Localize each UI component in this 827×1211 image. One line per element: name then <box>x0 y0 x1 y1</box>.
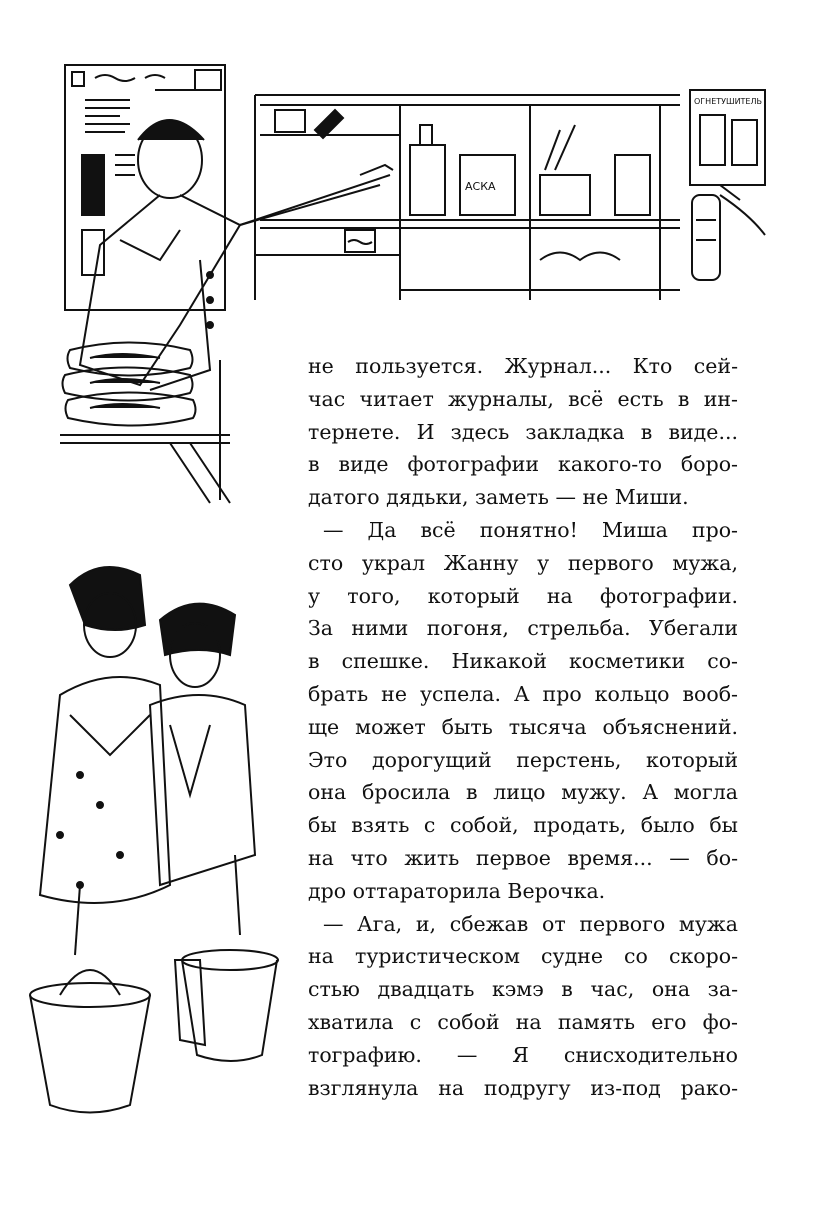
text-line: взглянула на подругу из-под рако- <box>308 1075 738 1100</box>
text-line: дро оттараторила Верочка. <box>308 878 606 903</box>
text-line: За ними погоня, стрельба. Убегали <box>308 616 738 641</box>
text-line: у того, который на фотографии. <box>308 583 738 608</box>
text-line: тографию. — Я снисходительно <box>308 1042 738 1067</box>
text-line: в виде фотографии какого-то боро- <box>308 452 738 477</box>
body-text <box>308 350 738 1104</box>
text-line: ще может быть тысяча объяснений. <box>308 714 738 739</box>
storage-shelves <box>255 95 680 300</box>
text-line: час читает журналы, всё есть в ин- <box>308 386 738 411</box>
text-line: тернете. И здесь закладка в виде... <box>308 419 738 444</box>
bucket-left <box>30 970 150 1113</box>
text-line: — Ага, и, сбежав от первого мужа <box>323 911 738 936</box>
text-line: она бросила в лицо мужу. А могла <box>308 780 738 805</box>
text-line: в спешке. Никакой косметики со- <box>308 649 738 674</box>
text-line: — Да всё понятно! Миша про- <box>323 517 738 542</box>
text-line: стью двадцать кэмэ в час, она за- <box>308 977 738 1002</box>
girl-right <box>150 604 255 935</box>
text-line: на туристическом судне со скоро- <box>308 944 738 969</box>
girl-left <box>40 567 170 955</box>
text-line: бы взять с собой, продать, было бы <box>308 813 738 838</box>
illustration-two-girls-with-buckets <box>20 555 300 1130</box>
fire-extinguisher-icon <box>690 185 765 280</box>
text-line: не пользуется. Журнал... Кто сей- <box>308 354 738 378</box>
text-line: датого дядьки, заметь — не Миши. <box>308 485 689 510</box>
text-line: сто украл Жанну у первого мужа, <box>308 550 738 575</box>
text-line: на что жить первое время... — бо- <box>308 845 738 870</box>
text-line: хватила с собой на память его фо- <box>308 1009 738 1034</box>
jar-label: АСКА <box>465 180 496 193</box>
text-line: брать не успела. А про кольцо вооб- <box>308 681 738 706</box>
extinguisher-sign-text: ОГНЕТУШИТЕЛЬ <box>694 97 762 106</box>
bucket-right <box>175 950 278 1061</box>
text-line: Это дорогущий перстень, который <box>308 747 738 772</box>
fire-extinguisher-sign <box>690 90 765 185</box>
